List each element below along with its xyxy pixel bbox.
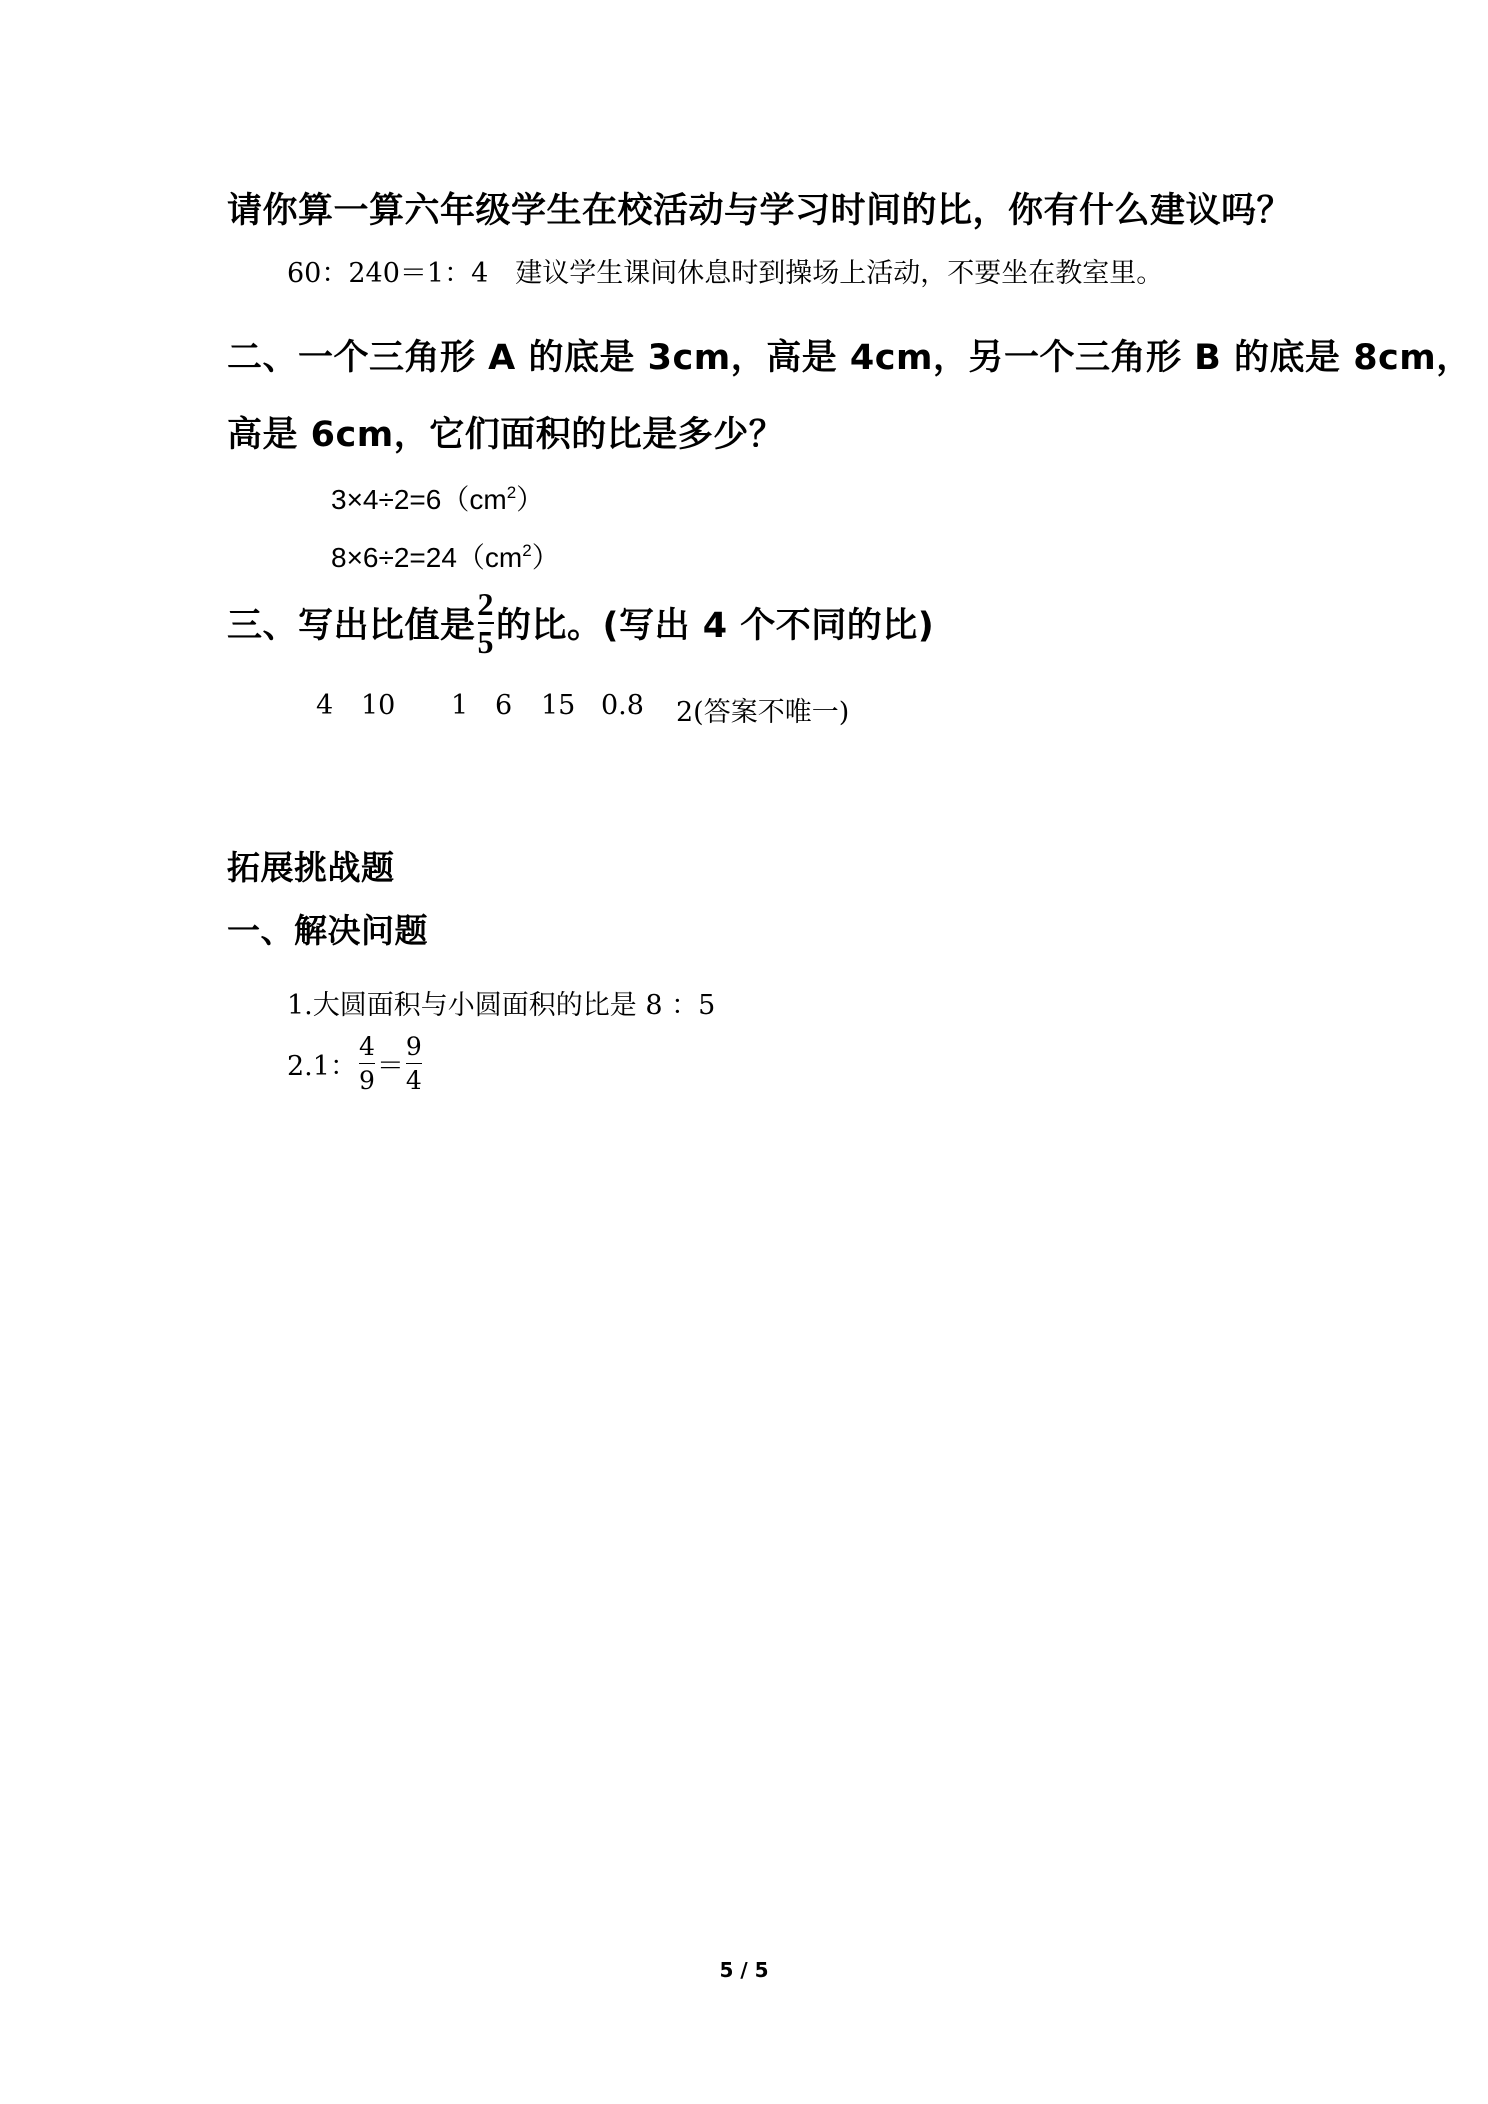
answer-2-area-b — [331, 536, 560, 576]
ratio-value: 15 — [541, 690, 576, 721]
page-number: 5 / 5 — [719, 1958, 769, 1982]
ratio-value: 6 — [495, 690, 513, 721]
equals-sign: ＝ — [376, 1051, 404, 1082]
ratio-value: 10 — [361, 690, 396, 721]
area-a-exponent: 2 — [506, 483, 517, 502]
fraction-numerator: 2 — [477, 586, 495, 622]
ratio-value: 1 — [451, 690, 469, 721]
question-3-suffix: 的比。(写出 4 个不同的比) — [496, 606, 935, 646]
fraction-denominator: 5 — [477, 624, 495, 660]
solve-item-2 — [287, 1034, 424, 1093]
question-2-line-2: 高是 6cm，它们面积的比是多少？ — [227, 415, 785, 455]
question-3-prefix: 三、写出比值是 — [227, 606, 476, 646]
section-title-extension: 拓展挑战题 — [227, 848, 395, 887]
fraction-nine-fourths — [406, 1034, 422, 1093]
area-b-close: ） — [531, 542, 560, 573]
fraction-two-fifths — [478, 588, 495, 658]
answer-2-area-a — [331, 478, 544, 518]
area-b-expression: 8×6÷2=24（cm — [331, 542, 523, 573]
solve-item-1: 1.大圆面积与小圆面积的比是 8 ：5 — [287, 990, 716, 1021]
fraction-numerator: 4 — [358, 1032, 375, 1061]
question-activity-ratio: 请你算一算六年级学生在校活动与学习时间的比，你有什么建议吗？ — [227, 191, 1293, 231]
area-b-exponent: 2 — [522, 541, 532, 560]
solve-item-2-prefix: 2.1： — [287, 1051, 357, 1082]
fraction-denominator: 9 — [358, 1066, 375, 1095]
ratio-value: 0.8 — [601, 690, 644, 721]
answer-3-ratios — [0, 690, 1488, 730]
ratio-value: 2(答案不唯一) — [676, 697, 850, 728]
area-a-expression: 3×4÷2=6（cm — [331, 484, 507, 515]
fraction-four-ninths — [359, 1034, 375, 1093]
ratio-value: 4 — [316, 690, 334, 721]
fraction-denominator: 4 — [405, 1066, 422, 1095]
question-3 — [227, 588, 934, 658]
fraction-numerator: 9 — [405, 1032, 422, 1061]
area-a-close: ） — [516, 484, 545, 515]
question-2-line-1: 二、一个三角形 A 的底是 3cm，高是 4cm，另一个三角形 B 的底是 8cm， — [227, 338, 1472, 378]
section-title-solve: 一、解决问题 — [227, 911, 428, 950]
answer-activity-ratio: 60：240＝1：4 建议学生课间休息时到操场上活动，不要坐在教室里。 — [287, 258, 1164, 289]
